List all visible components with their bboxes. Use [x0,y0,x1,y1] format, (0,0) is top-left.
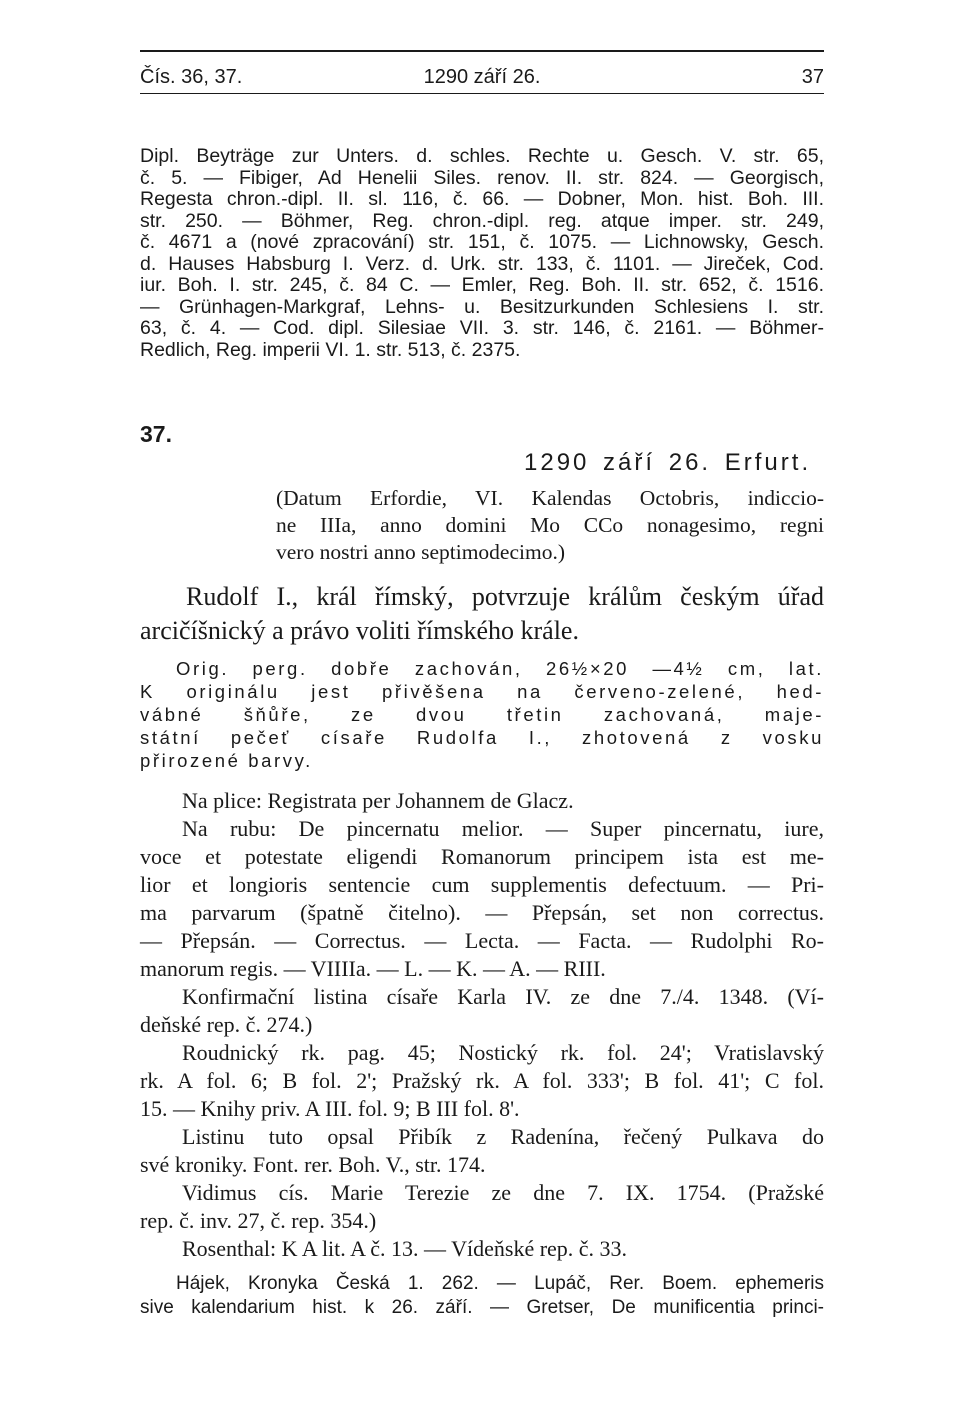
note-line: ma parvarum (špatně čitelno). — Přepsán, set non correctus. [140,900,824,925]
description-line: Orig. perg. dobře zachován, 26½×20 —4½ cm, lat. [176,658,824,679]
note-line: rk. A fol. 6; B fol. 2'; Pražský rk. A fol. 333'; B fol. 41'; C fol. [140,1068,824,1093]
note-line: Na rubu: De pincernatu melior. — Super pincernatu, iure, [182,816,824,841]
original-description [140,657,824,772]
datum-clause [276,485,824,566]
page-number: 37 [801,66,824,88]
note-line: Rosenthal: K A lit. A č. 13. — Vídeňské rep. č. 33. [182,1236,628,1261]
reference-line: iur. Boh. I. str. 245, č. 84 C. — Emler, Reg. Boh. II. str. 652, č. 1516. [140,274,824,296]
description-line: přirozené barvy. [140,750,313,771]
description-line: státní pečeť císaře Rudolfa I., zhotovená z vosku [140,727,824,748]
reference-line: str. 250. — Böhmer, Reg. chron.-dipl. reg. atque imper. str. 249, [140,209,824,232]
reference-line: č. 5. — Fibiger, Ad Henelii Siles. renov. II. str. 824. — Georgisch, [140,166,824,189]
header-rule [140,93,824,94]
previous-references [140,146,824,361]
note-line: rep. č. inv. 27, č. rep. 354.) [140,1208,377,1233]
date-place: 1290 září 26. Erfurt. [524,449,812,476]
note-line: manorum regis. — VIIIIa. — L. — K. — A. — RIII. [140,956,606,981]
datum-line: vero nostri anno septimodecimo.) [276,540,565,564]
reference-line: sive kalendarium hist. k 26. září. — Gretser, De munificentia princi- [140,1297,824,1318]
archival-notes [140,787,824,1263]
note-line: Roudnický rk. pag. 45; Nostický rk. fol. 24'; Vratislavský [182,1040,824,1065]
reference-line: 63, č. 4. — Cod. dipl. Silesiae VII. 3. str. 146, č. 2161. — Böhmer- [140,317,824,339]
note-line: Na plice: Registrata per Johannem de Glacz. [182,788,574,813]
reference-line: Regesta chron.-dipl. II. sl. 116, č. 66. — Dobner, Mon. hist. Boh. III. [140,188,824,210]
reference-line: č. 4671 a (nové zpracování) str. 151, č. 1075. — Lichnowsky, Gesch. [140,231,824,253]
document-number: 37. [140,421,172,447]
datum-line: ne IIIa, anno domini Mo CCo nonagesimo, regni [276,513,824,537]
reference-line: Redlich, Reg. imperii VI. 1. str. 513, č. 2375. [140,338,521,361]
top-rule [140,50,824,52]
header-date: 1290 září 26. [423,66,541,88]
header-document-numbers: Čís. 36, 37. [140,66,243,88]
reference-line: Dipl. Beyträge zur Unters. d. schles. Rechte u. Gesch. V. str. 65, [140,145,824,167]
description-line: K originálu jest přivěšena na červeno-zelené, hed- [140,681,824,702]
note-line: lior et longioris sentencie cum supplementis defectuum. — Pri- [140,872,824,897]
reference-line: Hájek, Kronyka Česká 1. 262. — Lupáč, Rer. Boem. ephemeris [176,1273,824,1294]
note-line: Vidimus cís. Marie Terezie ze dne 7. IX. 1754. (Pražské [182,1180,824,1205]
note-line: 15. — Knihy priv. A III. fol. 9; B III fol. 8'. [140,1096,520,1121]
description-line: vábné šňůře, ze dvou třetin zachovaná, maje- [140,704,824,725]
running-header [140,64,824,90]
note-line: — Přepsán. — Correctus. — Lecta. — Facta. — Rudolphi Ro- [140,928,824,953]
note-line: Listinu tuto opsal Přibík z Radenína, řečený Pulkava do [182,1124,824,1149]
note-line: Konfirmační listina císaře Karla IV. ze dne 7./4. 1348. (Ví- [182,984,824,1009]
note-line: deňské rep. č. 274.) [140,1012,313,1037]
reference-line: — Grünhagen-Markgraf, Lehns- u. Besitzurkunden Schlesiens I. str. [140,295,824,318]
regest-line: Rudolf I., král římský, potvrzuje králům českým úřad [186,582,824,611]
regest [140,580,824,648]
note-line: své kroniky. Font. rer. Boh. V., str. 174. [140,1152,486,1177]
regest-line: arcičíšnický a právo voliti římského krále. [140,616,579,645]
datum-line: (Datum Erfordie, VI. Kalendas Octobris, indiccio- [276,486,824,510]
reference-line: d. Hauses Habsburg I. Verz. d. Urk. str. 133, č. 1101. — Jireček, Cod. [140,252,824,275]
note-line: voce et potestate eligendi Romanorum principem ista est me- [140,844,824,869]
current-references [140,1272,824,1320]
